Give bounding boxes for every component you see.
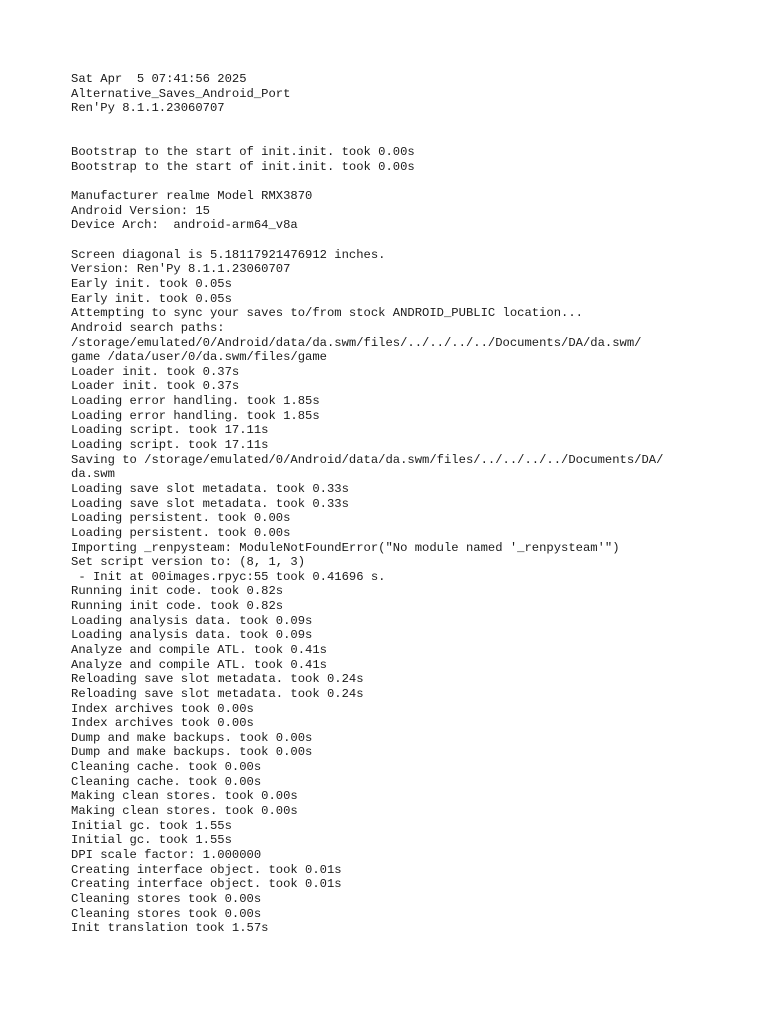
log-line: Loading save slot metadata. took 0.33s (71, 481, 349, 496)
log-line: Android Version: 15 (71, 203, 210, 218)
log-line: game /data/user/0/da.swm/files/game (71, 350, 327, 365)
log-line: Analyze and compile ATL. took 0.41s (71, 657, 327, 672)
log-line: Ren'Py 8.1.1.23060707 (71, 101, 225, 116)
log-line: Creating interface object. took 0.01s (71, 877, 342, 892)
blank-line (71, 174, 731, 189)
log-line: Making clean stores. took 0.00s (71, 804, 298, 819)
log-line: /storage/emulated/0/Android/data/da.swm/files/../../../../Documents/DA/da.swm/ (71, 335, 642, 350)
log-line: Loader init. took 0.37s (71, 364, 240, 379)
log-line: Version: Ren'Py 8.1.1.23060707 (71, 262, 291, 277)
blank-line (71, 131, 731, 146)
log-line: Loader init. took 0.37s (71, 379, 240, 394)
log-line: Bootstrap to the start of init.init. took 0.00s (71, 145, 415, 160)
log-line: Loading script. took 17.11s (71, 423, 269, 438)
log-line: Bootstrap to the start of init.init. took 0.00s (71, 159, 415, 174)
log-line: Attempting to sync your saves to/from stock ANDROID_PUBLIC location... (71, 306, 583, 321)
log-line: Set script version to: (8, 1, 3) (71, 555, 306, 570)
log-line: Reloading save slot metadata. took 0.24s (71, 686, 364, 701)
log-line: Initial gc. took 1.55s (71, 833, 232, 848)
log-line: Early init. took 0.05s (71, 276, 232, 291)
log-body (71, 72, 731, 936)
log-line: Android search paths: (71, 320, 225, 335)
log-line: Cleaning cache. took 0.00s (71, 760, 262, 775)
log-line: Making clean stores. took 0.00s (71, 789, 298, 804)
blank-line (71, 116, 731, 131)
log-line: Loading analysis data. took 0.09s (71, 628, 313, 643)
log-line: Device Arch: android-arm64_v8a (71, 218, 298, 233)
log-line: Loading analysis data. took 0.09s (71, 613, 313, 628)
log-line: Loading error handling. took 1.85s (71, 394, 320, 409)
blank-line (71, 233, 731, 248)
log-line: Importing _renpysteam: ModuleNotFoundError("No module named '_renpysteam'") (71, 540, 620, 555)
log-line: Saving to /storage/emulated/0/Android/data/da.swm/files/../../../../Documents/DA/ (71, 452, 664, 467)
log-line: Screen diagonal is 5.18117921476912 inches. (71, 247, 386, 262)
log-line: Loading persistent. took 0.00s (71, 525, 291, 540)
log-line: - Init at 00images.rpyc:55 took 0.41696 s. (71, 569, 386, 584)
log-line: Running init code. took 0.82s (71, 584, 284, 599)
log-document (71, 72, 731, 936)
log-line: Loading script. took 17.11s (71, 438, 269, 453)
log-line: Sat Apr 5 07:41:56 2025 (71, 72, 247, 86)
log-line: Analyze and compile ATL. took 0.41s (71, 642, 327, 657)
log-line: Loading error handling. took 1.85s (71, 408, 320, 423)
log-line: Creating interface object. took 0.01s (71, 862, 342, 877)
log-line: DPI scale factor: 1.000000 (71, 847, 262, 862)
log-line: Early init. took 0.05s (71, 291, 232, 306)
log-line: Running init code. took 0.82s (71, 599, 284, 614)
log-line: Initial gc. took 1.55s (71, 818, 232, 833)
log-line: Cleaning stores took 0.00s (71, 891, 262, 906)
log-line: Alternative_Saves_Android_Port (71, 86, 291, 101)
log-line: Init translation took 1.57s (71, 921, 269, 936)
log-line: Reloading save slot metadata. took 0.24s (71, 672, 364, 687)
log-line: Loading save slot metadata. took 0.33s (71, 496, 349, 511)
log-line: Dump and make backups. took 0.00s (71, 730, 313, 745)
log-line: Loading persistent. took 0.00s (71, 511, 291, 526)
log-line: Cleaning cache. took 0.00s (71, 774, 262, 789)
log-line: Dump and make backups. took 0.00s (71, 745, 313, 760)
log-line: Cleaning stores took 0.00s (71, 906, 262, 921)
log-line: Index archives took 0.00s (71, 716, 254, 731)
log-line: Index archives took 0.00s (71, 701, 254, 716)
log-line: Manufacturer realme Model RMX3870 (71, 189, 313, 204)
log-line: da.swm (71, 467, 115, 482)
